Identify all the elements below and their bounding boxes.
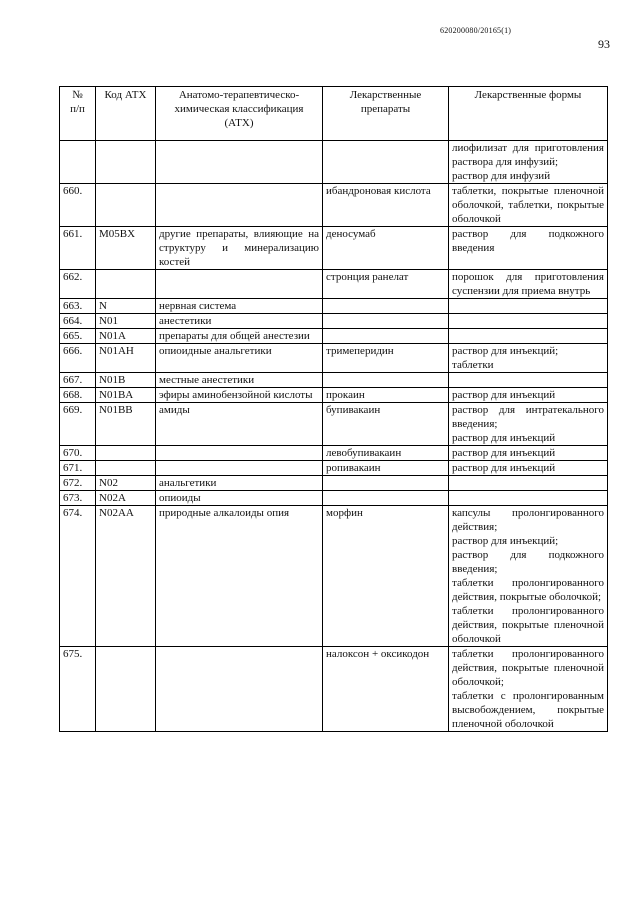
atx-class: анестетики xyxy=(156,314,323,329)
atx-class: нервная система xyxy=(156,299,323,314)
table-row xyxy=(60,647,608,732)
drug-name: тримеперидин xyxy=(323,344,449,373)
table-row xyxy=(60,403,608,446)
drug-name xyxy=(323,314,449,329)
row-number: 675. xyxy=(60,647,96,732)
header-form: Лекарственные формы xyxy=(449,87,608,141)
dosage-form: раствор для инъекций xyxy=(449,446,608,461)
table-row xyxy=(60,329,608,344)
row-number xyxy=(60,141,96,184)
atx-code: N01BA xyxy=(96,388,156,403)
dosage-form: раствор для интратекального введения; раствор для инъекций xyxy=(449,403,608,446)
row-number: 667. xyxy=(60,373,96,388)
atx-class: эфиры аминобензойной кислоты xyxy=(156,388,323,403)
atx-code: N02 xyxy=(96,476,156,491)
drug-name xyxy=(323,476,449,491)
dosage-form: порошок для приготовления суспензии для приема внутрь xyxy=(449,270,608,299)
atx-code xyxy=(96,647,156,732)
atx-class: опиоидные анальгетики xyxy=(156,344,323,373)
table-header-row xyxy=(60,87,608,141)
atx-code: N01 xyxy=(96,314,156,329)
row-number: 663. xyxy=(60,299,96,314)
atx-code xyxy=(96,446,156,461)
document-id: 620200080/20165(1) xyxy=(440,26,512,35)
table-row xyxy=(60,344,608,373)
drug-name xyxy=(323,299,449,314)
table-row xyxy=(60,227,608,270)
atx-code xyxy=(96,184,156,227)
atx-code: N02AA xyxy=(96,506,156,647)
row-number: 661. xyxy=(60,227,96,270)
dosage-form: раствор для подкожного введения xyxy=(449,227,608,270)
header-drug: Лекарственные препараты xyxy=(323,87,449,141)
dosage-form: капсулы пролонгированного действия; раствор для инъекций; раствор для подкожного введения; таблетки пролонгированного действия, покрытые оболочкой; таблетки пролонгированного действия, покрытые пленочной оболочкой xyxy=(449,506,608,647)
drug-name: бупивакаин xyxy=(323,403,449,446)
header-num: № п/п xyxy=(60,87,96,141)
atx-code: N01BB xyxy=(96,403,156,446)
row-number: 664. xyxy=(60,314,96,329)
dosage-form: раствор для инъекций xyxy=(449,388,608,403)
atx-code: N01A xyxy=(96,329,156,344)
table-row xyxy=(60,373,608,388)
atx-class: амиды xyxy=(156,403,323,446)
dosage-form: таблетки пролонгированного действия, покрытые пленочной оболочкой; таблетки с пролонгированным высвобождением, покрытые пленочной оболочкой xyxy=(449,647,608,732)
drug-name xyxy=(323,491,449,506)
dosage-form xyxy=(449,329,608,344)
atx-class: анальгетики xyxy=(156,476,323,491)
dosage-form: раствор для инъекций xyxy=(449,461,608,476)
atx-code: M05BX xyxy=(96,227,156,270)
drug-name: деносумаб xyxy=(323,227,449,270)
atx-code: N01B xyxy=(96,373,156,388)
table-row xyxy=(60,476,608,491)
row-number: 673. xyxy=(60,491,96,506)
drug-name: левобупивакаин xyxy=(323,446,449,461)
dosage-form xyxy=(449,299,608,314)
atx-code xyxy=(96,270,156,299)
atx-code xyxy=(96,461,156,476)
dosage-form xyxy=(449,491,608,506)
row-number: 665. xyxy=(60,329,96,344)
row-number: 672. xyxy=(60,476,96,491)
atx-class xyxy=(156,446,323,461)
atx-class xyxy=(156,461,323,476)
table-row xyxy=(60,388,608,403)
dosage-form xyxy=(449,314,608,329)
row-number: 671. xyxy=(60,461,96,476)
table-row xyxy=(60,141,608,184)
atx-class: опиоиды xyxy=(156,491,323,506)
drug-name: прокаин xyxy=(323,388,449,403)
atx-class xyxy=(156,184,323,227)
table-row xyxy=(60,314,608,329)
drug-name xyxy=(323,373,449,388)
drug-name: ропивакаин xyxy=(323,461,449,476)
row-number: 670. xyxy=(60,446,96,461)
atx-class xyxy=(156,270,323,299)
drug-name: ибандроновая кислота xyxy=(323,184,449,227)
table-row xyxy=(60,461,608,476)
header-code: Код АТХ xyxy=(96,87,156,141)
row-number: 669. xyxy=(60,403,96,446)
row-number: 660. xyxy=(60,184,96,227)
atx-table xyxy=(59,86,608,732)
dosage-form: раствор для инъекций; таблетки xyxy=(449,344,608,373)
table-row xyxy=(60,299,608,314)
table-row xyxy=(60,184,608,227)
atx-class: местные анестетики xyxy=(156,373,323,388)
atx-code: N xyxy=(96,299,156,314)
table-body xyxy=(60,141,608,732)
drug-name: стронция ранелат xyxy=(323,270,449,299)
atx-class xyxy=(156,141,323,184)
drug-name xyxy=(323,141,449,184)
table-row xyxy=(60,506,608,647)
atx-code: N02A xyxy=(96,491,156,506)
drug-name: налоксон + оксикодон xyxy=(323,647,449,732)
row-number: 668. xyxy=(60,388,96,403)
table-row xyxy=(60,446,608,461)
row-number: 666. xyxy=(60,344,96,373)
dosage-form: таблетки, покрытые пленочной оболочкой, таблетки, покрытые оболочкой xyxy=(449,184,608,227)
dosage-form: лиофилизат для приготовления раствора для инфузий; раствор для инфузий xyxy=(449,141,608,184)
atx-class: препараты для общей анестезии xyxy=(156,329,323,344)
row-number: 662. xyxy=(60,270,96,299)
drug-name: морфин xyxy=(323,506,449,647)
atx-class: природные алкалоиды опия xyxy=(156,506,323,647)
drug-name xyxy=(323,329,449,344)
atx-code: N01AH xyxy=(96,344,156,373)
page-number: 93 xyxy=(598,37,610,51)
atx-code xyxy=(96,141,156,184)
table-row xyxy=(60,491,608,506)
dosage-form xyxy=(449,476,608,491)
dosage-form xyxy=(449,373,608,388)
row-number: 674. xyxy=(60,506,96,647)
atx-class xyxy=(156,647,323,732)
atx-class: другие препараты, влияющие на структуру и минерализацию костей xyxy=(156,227,323,270)
table-row xyxy=(60,270,608,299)
header-class: Анатомо-терапевтическо- химическая классификация (АТХ) xyxy=(156,87,323,141)
